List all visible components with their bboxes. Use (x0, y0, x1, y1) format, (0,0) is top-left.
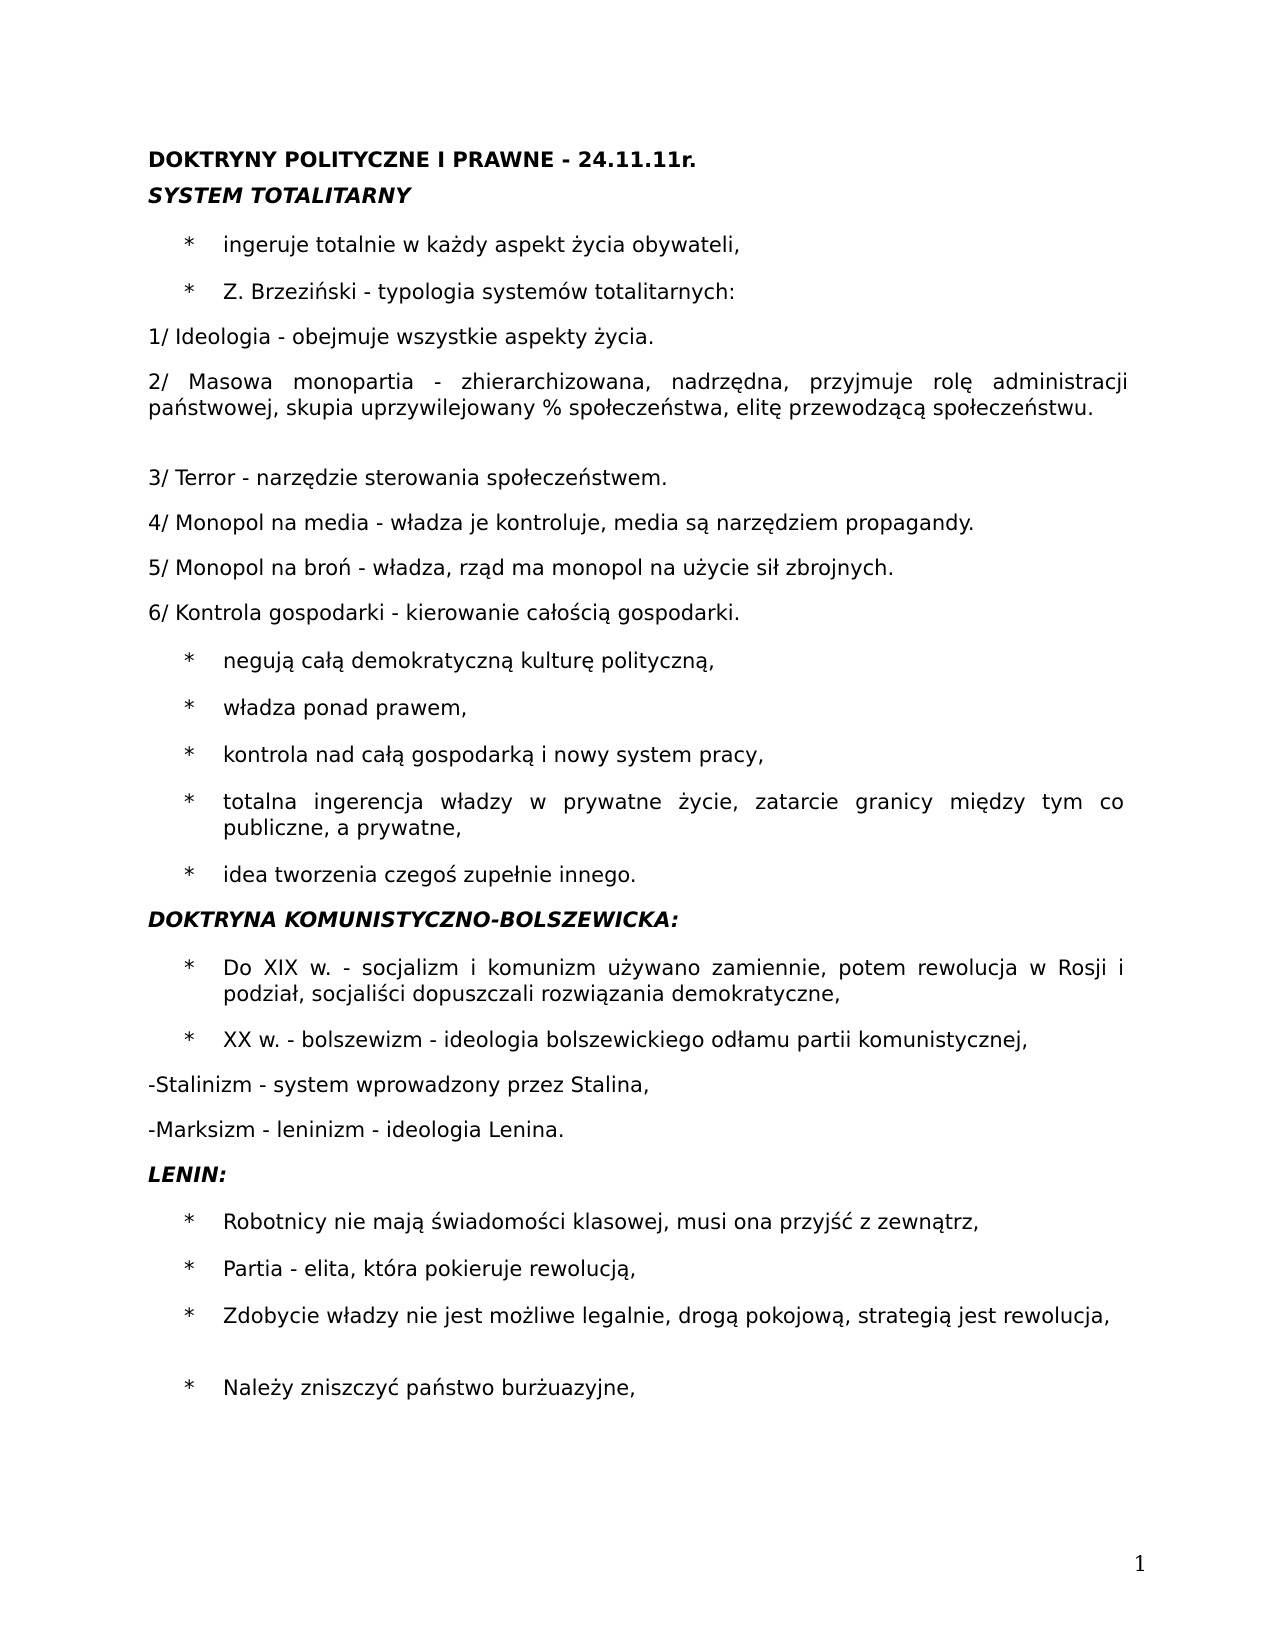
list-item (184, 1303, 1124, 1329)
bullet-marker: * (184, 1376, 195, 1400)
bullet-marker: * (184, 1028, 195, 1052)
paragraph-line: -Marksizm - leninizm - ideologia Lenina. (148, 1118, 565, 1142)
bullet-marker: * (184, 1257, 195, 1281)
numbered-paragraph: 6/ Kontrola gospodarki - kierowanie całością gospodarki. (148, 601, 741, 625)
numbered-paragraph: 5/ Monopol na broń - władza, rząd ma monopol na użycie sił zbrojnych. (148, 556, 895, 580)
section-heading-lenin: LENIN: (148, 1163, 228, 1187)
list-item (184, 1375, 1124, 1401)
list-item-text: totalna ingerencja władzy w prywatne życie, zatarcie granicy między tym co publiczne, a prywatne, (223, 790, 1124, 840)
list-item (184, 862, 1124, 888)
list-item-text: idea tworzenia czegoś zupełnie innego. (223, 863, 637, 887)
list-item-text: władza ponad prawem, (223, 696, 468, 720)
paragraph-line: -Stalinizm - system wprowadzony przez Stalina, (148, 1073, 650, 1097)
list-item (184, 695, 1124, 721)
numbered-paragraph: 4/ Monopol na media - władza je kontroluje, media są narzędziem propagandy. (148, 511, 975, 535)
list-item-text: Zdobycie władzy nie jest możliwe legalnie, drogą pokojową, strategią jest rewolucja, (223, 1304, 1111, 1328)
list-item-text: Partia - elita, która pokieruje rewolucją, (223, 1257, 637, 1281)
bullet-marker: * (184, 1210, 195, 1234)
page-number: 1 (1133, 1552, 1147, 1576)
numbered-paragraph: 3/ Terror - narzędzie sterowania społeczeństwem. (148, 466, 668, 490)
bullet-marker: * (184, 956, 195, 980)
bullet-marker: * (184, 790, 195, 814)
list-item-text: negują całą demokratyczną kulturę polityczną, (223, 649, 715, 673)
list-item-text: Robotnicy nie mają świadomości klasowej, musi ona przyjść z zewnątrz, (223, 1210, 980, 1234)
document-page (148, 0, 1128, 1650)
section-heading-system-totalitarny: SYSTEM TOTALITARNY (148, 184, 411, 208)
bullet-marker: * (184, 233, 195, 257)
bullet-marker: * (184, 863, 195, 887)
list-item-text: Z. Brzeziński - typologia systemów totalitarnych: (223, 280, 736, 304)
list-item (184, 1027, 1124, 1053)
list-item (184, 648, 1124, 674)
list-item-text: Należy zniszczyć państwo burżuazyjne, (223, 1376, 636, 1400)
list-item-text: ingeruje totalnie w każdy aspekt życia obywateli, (223, 233, 741, 257)
list-item (184, 232, 1124, 258)
list-item (184, 742, 1124, 768)
bullet-marker: * (184, 649, 195, 673)
bullet-marker: * (184, 1304, 195, 1328)
bullet-marker: * (184, 743, 195, 767)
list-item-text: Do XIX w. - socjalizm i komunizm używano zamiennie, potem rewolucja w Rosji i podział, socjaliści dopuszczali rozwiązania demokratyczne, (223, 956, 1124, 1006)
list-item (184, 279, 1124, 305)
list-item (184, 789, 1124, 841)
bullet-marker: * (184, 696, 195, 720)
list-item-text: kontrola nad całą gospodarką i nowy system pracy, (223, 743, 765, 767)
list-item-text: XX w. - bolszewizm - ideologia bolszewickiego odłamu partii komunistycznej, (223, 1028, 1029, 1052)
list-item (184, 955, 1124, 1007)
list-item (184, 1256, 1124, 1282)
bullet-marker: * (184, 280, 195, 304)
document-title: DOKTRYNY POLITYCZNE I PRAWNE - 24.11.11r. (148, 148, 697, 172)
numbered-paragraph: 2/ Masowa monopartia - zhierarchizowana, nadrzędna, przyjmuje rolę administracji państwowej, skupia uprzywilejowany % społeczeństwa, elitę przewodzącą społeczeństwu. (148, 370, 1128, 420)
list-item (184, 1209, 1124, 1235)
numbered-paragraph: 1/ Ideologia - obejmuje wszystkie aspekty życia. (148, 325, 655, 349)
section-heading-doktryna-komunistyczno-bolszewicka: DOKTRYNA KOMUNISTYCZNO-BOLSZEWICKA: (148, 908, 680, 932)
